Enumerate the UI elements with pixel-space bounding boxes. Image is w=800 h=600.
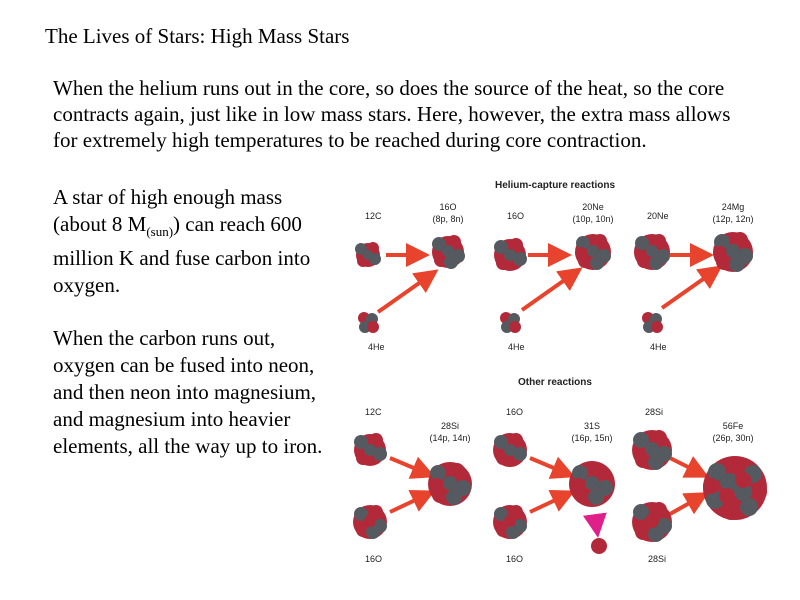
he-reaction-2-he-label: 4He <box>508 342 525 352</box>
nucleus <box>632 430 672 470</box>
nucleus <box>354 433 387 466</box>
other-reaction-2-bottom-label: 16O <box>506 554 524 564</box>
other-reaction-1-output-label: 28Si <box>440 421 460 431</box>
arrow <box>530 458 568 474</box>
mass-paragraph <box>53 184 338 299</box>
mass-text-before: A star of high enough mass (about 8 M <box>53 185 283 236</box>
other-reaction-1-output-pn: (14p, 14n) <box>429 433 471 443</box>
mass-text-after: ) can reach 600 million K and fuse carbon into oxygen. <box>53 212 311 297</box>
he-reaction-2-output-label: 20Ne <box>582 202 604 212</box>
nucleus <box>575 234 611 270</box>
nucleus <box>493 433 527 467</box>
he-reaction-3-he-label: 4He <box>650 342 667 352</box>
other-heading: Other reactions <box>518 377 592 388</box>
arrow <box>378 274 432 312</box>
nucleus <box>358 312 379 333</box>
arrow <box>522 272 576 310</box>
other-reaction-3-output-pn: (26p, 30n) <box>712 433 754 443</box>
arrow <box>390 458 428 474</box>
nucleus <box>634 234 670 270</box>
nucleus <box>569 461 615 507</box>
slide-title: The Lives of Stars: High Mass Stars <box>45 24 350 48</box>
nucleus <box>493 505 527 539</box>
nucleus <box>353 505 387 539</box>
other-reaction-1-top-label: 12C <box>365 407 382 417</box>
other-reaction-2-top-label: 16O <box>506 407 524 417</box>
arrow <box>670 496 702 514</box>
he-reaction-1-he-label: 4He <box>368 342 385 352</box>
other-reaction-2-output-label: 31S <box>583 421 601 431</box>
emitted-proton <box>591 538 607 554</box>
nucleus <box>713 232 753 272</box>
nucleus <box>703 456 767 520</box>
he-reaction-1-output-label: 16O <box>439 202 457 212</box>
nucleus <box>500 312 521 333</box>
sun-subscript: (sun) <box>146 224 174 239</box>
nucleus <box>432 235 465 269</box>
nucleus <box>355 242 381 267</box>
he-reaction-3-output-pn: (12p, 12n) <box>712 214 754 224</box>
other-reaction-3-top-label: 28Si <box>645 407 664 417</box>
arrow <box>662 270 716 308</box>
emission-arrow <box>595 515 597 530</box>
reactions-figure <box>340 172 780 582</box>
other-reaction-2-output-pn: (16p, 15n) <box>571 433 613 443</box>
nucleus <box>428 462 472 506</box>
arrow <box>390 494 428 512</box>
he-reaction-3-input-label: 20Ne <box>647 211 669 221</box>
other-reaction-3-bottom-label: 28Si <box>648 554 667 564</box>
nucleus <box>642 312 663 333</box>
he-reaction-1-output-pn: (8p, 8n) <box>432 214 464 224</box>
intro-paragraph: When the helium runs out in the core, so does the source of the heat, so the core contracts again, just like in low mass stars. Here, however, the extra mass allows for extremely high temperatures to be reached during core contraction. <box>53 76 731 152</box>
he-reaction-1-input-label: 12C <box>365 211 382 221</box>
nucleus <box>632 502 672 542</box>
nucleus <box>494 238 527 271</box>
he-reaction-3-output-label: 24Mg <box>721 202 745 212</box>
other-reaction-3-output-label: 56Fe <box>722 421 744 431</box>
other-reaction-1-bottom-label: 16O <box>365 554 383 564</box>
arrow <box>530 494 568 512</box>
fusion-chain-paragraph: When the carbon runs out, oxygen can be fused into neon, and then neon into magnesium, and magnesium into heavier elements, all the way up to iron. <box>53 326 323 458</box>
helium-heading: Helium-capture reactions <box>494 180 616 191</box>
he-reaction-2-input-label: 16O <box>507 211 525 221</box>
arrow <box>670 458 702 474</box>
he-reaction-2-output-pn: (10p, 10n) <box>572 214 614 224</box>
